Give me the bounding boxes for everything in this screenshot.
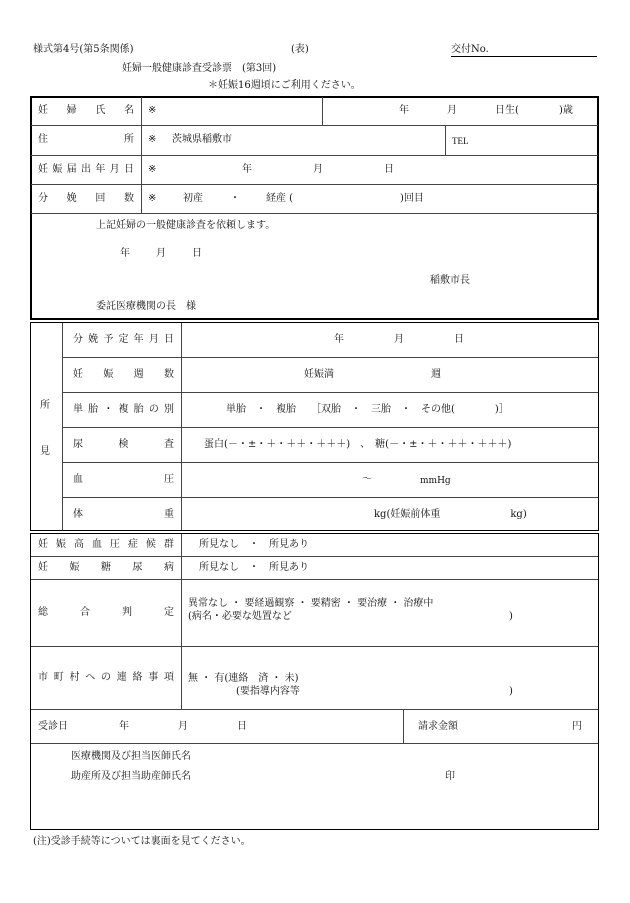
overall-judgment-label: 総合判定: [38, 607, 174, 618]
visit-date-label: 受診日: [38, 721, 68, 732]
doctor-name-label: 医療機関及び担当医師氏名: [71, 751, 191, 762]
request-section: [30, 96, 599, 320]
required-mark: ※: [148, 105, 157, 116]
form-number: 様式第4号(第5条関係): [33, 44, 134, 55]
primipara-option: 初産: [183, 193, 203, 204]
weight-value: kg(妊娠前体重 kg): [374, 509, 527, 520]
due-date-label: 分娩予定年月日: [73, 334, 174, 345]
billing-amount-label: 請求金額: [418, 721, 458, 732]
hypertension-label: 妊娠高血圧症候群: [38, 539, 174, 550]
contact-detail: (要指導内容等: [236, 686, 300, 697]
municipal-contact-label: 市町村への連絡事項: [38, 672, 174, 683]
issue-number-underline: [451, 56, 597, 57]
delivery-count-label: 分娩回数: [38, 193, 134, 204]
gestational-diabetes-label: 妊娠糖尿病: [38, 562, 174, 573]
tel-label: TEL: [452, 136, 469, 146]
urine-test-options: 蛋白(－・±・＋・＋＋・＋＋＋) 、 糖(－・±・＋・＋＋・＋＋＋): [204, 439, 512, 450]
address-value: 茨城県稲敷市: [172, 134, 232, 145]
gestational-weeks-label: 妊娠週数: [73, 369, 174, 380]
blood-pressure-unit: mmHg: [420, 476, 451, 486]
judgment-options: 異常なし ・ 要経過観察 ・ 要精密 ・ 要治療 ・ 治療中: [188, 598, 434, 609]
form-title: 妊婦一般健康診査受診票 (第3回): [122, 63, 277, 74]
usage-note: ＊妊娠16週頃にご利用ください。: [208, 80, 361, 91]
findings-side-label-2: 見: [40, 446, 50, 457]
midwife-name-label: 助産所及び担当助産師氏名: [71, 771, 191, 782]
front-side-mark: (表): [291, 44, 309, 55]
mayor-label: 稲敷市長: [430, 275, 470, 286]
issue-number-label: 交付No.: [451, 44, 489, 55]
weight-label: 体重: [73, 509, 174, 520]
fetus-type-label: 単胎・複胎の別: [73, 404, 174, 415]
contact-options: 無 ・ 有(連絡 済 ・ 未): [188, 673, 299, 684]
fetus-type-options: 単胎 ・ 複胎 ［双胎 ・ 三胎 ・ その他( )］: [226, 404, 509, 415]
address-label: 住所: [38, 134, 134, 145]
findings-side-label-1: 所: [40, 400, 50, 411]
urine-test-label: 尿検査: [73, 439, 174, 450]
blood-pressure-label: 血圧: [73, 474, 174, 485]
request-text: 上記妊婦の一般健康診査を依頼します。: [96, 220, 276, 231]
footer-note: (注)受診手続等については裏面を見てください。: [33, 836, 251, 847]
addressee-label: 委託医療機関の長 様: [96, 301, 196, 312]
name-label: 妊婦氏名: [38, 105, 134, 116]
seal-mark: 印: [445, 771, 455, 782]
multipara-option: 経産 (: [266, 193, 294, 204]
judgment-detail: (病名・必要な処置など: [188, 611, 292, 622]
pregnancy-report-date-label: 妊娠届出年月日: [38, 164, 134, 175]
